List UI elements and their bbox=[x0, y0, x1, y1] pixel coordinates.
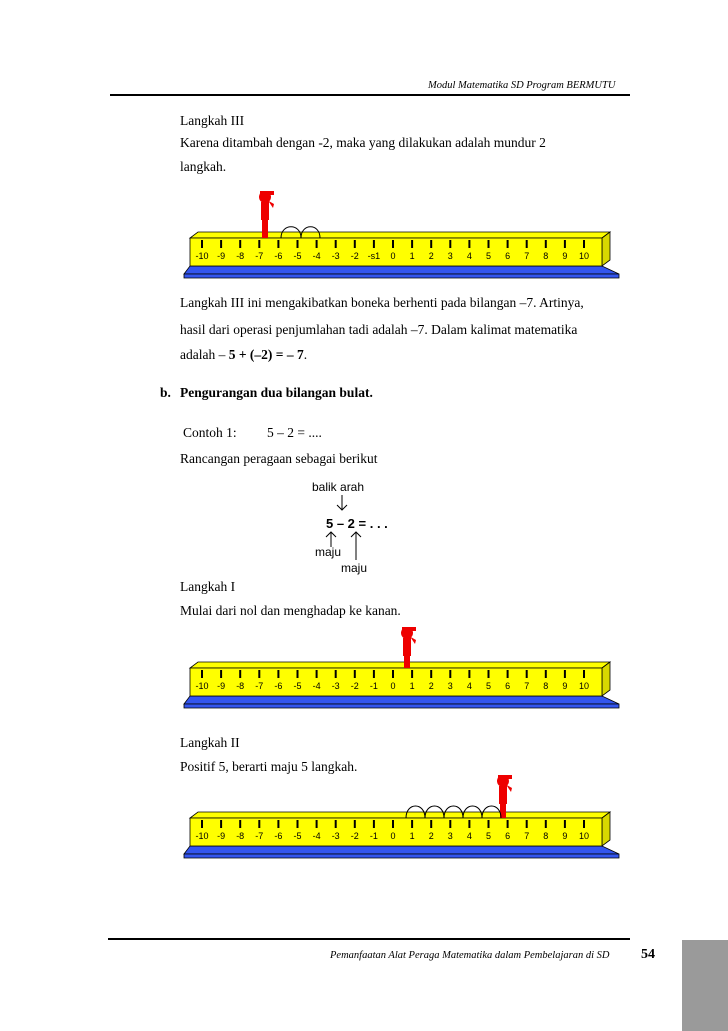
tick-label: -7 bbox=[255, 251, 264, 261]
tick-label: 0 bbox=[390, 251, 396, 261]
tick-label: -10 bbox=[195, 831, 209, 841]
step3-result3: adalah – 5 + (–2) = – 7. bbox=[180, 347, 308, 362]
tick-label: 1 bbox=[409, 831, 415, 841]
tick-label: 2 bbox=[428, 251, 434, 261]
page-number: 54 bbox=[641, 947, 655, 962]
tick-label: 2 bbox=[428, 681, 434, 691]
tick-label: 6 bbox=[505, 681, 511, 691]
number-line bbox=[184, 232, 619, 278]
header-rule bbox=[110, 94, 630, 96]
number-line-figure-step3 bbox=[170, 180, 620, 290]
tick-label: 10 bbox=[578, 831, 590, 841]
tick-label: -8 bbox=[236, 831, 245, 841]
step2-heading: Langkah II bbox=[180, 735, 240, 750]
tick-label: 3 bbox=[447, 831, 453, 841]
tick-label: 8 bbox=[543, 251, 549, 261]
footer-rule bbox=[108, 938, 630, 940]
tick-label: -9 bbox=[217, 681, 226, 691]
step3-result1: Langkah III ini mengakibatkan boneka berhenti pada bilangan –7. Artinya, bbox=[180, 295, 584, 310]
diagram-expression: 5 – 2 = . . . bbox=[326, 516, 388, 531]
tick-label: 6 bbox=[505, 831, 511, 841]
tick-label: 9 bbox=[562, 681, 568, 691]
number-line-figure-step2 bbox=[170, 762, 620, 872]
step3-line1: Karena ditambah dengan -2, maka yang dilakukan adalah mundur 2 bbox=[180, 135, 546, 150]
tick-label: -3 bbox=[331, 681, 340, 691]
page-tab bbox=[682, 940, 728, 1031]
tick-label: 5 bbox=[485, 681, 492, 691]
tick-label: -2 bbox=[350, 681, 359, 691]
tick-label: -7 bbox=[255, 681, 264, 691]
tick-label: 7 bbox=[524, 251, 530, 261]
tick-label: 6 bbox=[505, 251, 511, 261]
down-arrow-icon bbox=[337, 495, 347, 510]
operation-diagram bbox=[300, 478, 430, 578]
tick-label: 7 bbox=[524, 831, 530, 841]
example-label: Contoh 1: bbox=[183, 425, 237, 440]
tick-label: 8 bbox=[543, 831, 549, 841]
page-footer: Pemanfaatan Alat Peraga Matematika dalam Pembelajaran di SD bbox=[330, 950, 610, 961]
tick-label: 3 bbox=[447, 681, 453, 691]
step3-heading: Langkah III bbox=[180, 113, 245, 128]
forward-label-1: maju bbox=[315, 545, 342, 559]
tick-label: 7 bbox=[524, 681, 530, 691]
tick-label: -1 bbox=[369, 681, 378, 691]
tick-label: -9 bbox=[217, 831, 226, 841]
number-line bbox=[184, 812, 619, 858]
tick-label: 4 bbox=[466, 681, 472, 691]
section-b-title: Pengurangan dua bilangan bulat. bbox=[180, 385, 373, 400]
tick-label: 5 bbox=[485, 831, 492, 841]
doll-figure bbox=[259, 191, 274, 238]
tick-label: -4 bbox=[312, 831, 321, 841]
tick-label: 8 bbox=[543, 681, 549, 691]
tick-label: -4 bbox=[312, 681, 321, 691]
tick-label: 1 bbox=[409, 251, 415, 261]
tick-label: -5 bbox=[293, 681, 302, 691]
step1-heading: Langkah I bbox=[180, 579, 236, 594]
step3-result2: hasil dari operasi penjumlahan tadi adalah –7. Dalam kalimat matematika bbox=[180, 322, 578, 337]
tick-label: 2 bbox=[428, 831, 434, 841]
tick-label: 9 bbox=[562, 831, 568, 841]
example-expression: 5 – 2 = .... bbox=[267, 425, 322, 440]
up-arrow-icon bbox=[351, 532, 361, 560]
page-header: Modul Matematika SD Program BERMUTU bbox=[428, 80, 616, 91]
tick-label: -3 bbox=[331, 251, 340, 261]
tick-label: -1 bbox=[369, 831, 378, 841]
section-b-label: b. bbox=[160, 385, 171, 400]
tick-label: -2 bbox=[350, 831, 359, 841]
tick-label: -8 bbox=[236, 251, 245, 261]
tick-label: -5 bbox=[293, 831, 302, 841]
tick-label: -5 bbox=[293, 251, 302, 261]
reverse-label: balik arah bbox=[312, 480, 365, 494]
tick-label: 0 bbox=[390, 831, 396, 841]
tick-label: 3 bbox=[447, 251, 453, 261]
tick-label: -2 bbox=[350, 251, 359, 261]
tick-label: -7 bbox=[255, 831, 264, 841]
tick-label: -6 bbox=[274, 681, 283, 691]
tick-label: 1 bbox=[409, 681, 415, 691]
tick-label: -s1 bbox=[367, 251, 381, 261]
tick-label: 9 bbox=[562, 251, 568, 261]
tick-label: 4 bbox=[466, 831, 472, 841]
step2-text: Positif 5, berarti maju 5 langkah. bbox=[180, 759, 358, 774]
tick-label: 10 bbox=[578, 681, 590, 691]
tick-label: -6 bbox=[274, 251, 283, 261]
step3-line2: langkah. bbox=[180, 159, 227, 174]
tick-label: 10 bbox=[578, 251, 590, 261]
tick-label: -8 bbox=[236, 681, 245, 691]
tick-label: -9 bbox=[217, 251, 226, 261]
tick-label: -3 bbox=[331, 831, 340, 841]
design-text: Rancangan peragaan sebagai berikut bbox=[180, 451, 378, 466]
tick-label: -4 bbox=[312, 251, 321, 261]
tick-label: 5 bbox=[485, 251, 492, 261]
number-line-figure-step1 bbox=[170, 618, 620, 718]
tick-label: 0 bbox=[390, 681, 396, 691]
forward-label-2: maju bbox=[341, 561, 368, 575]
number-line bbox=[184, 662, 619, 708]
tick-label: -10 bbox=[195, 251, 209, 261]
step1-text: Mulai dari nol dan menghadap ke kanan. bbox=[180, 603, 401, 618]
tick-label: -10 bbox=[195, 681, 209, 691]
tick-label: -6 bbox=[274, 831, 283, 841]
tick-label: 4 bbox=[466, 251, 472, 261]
